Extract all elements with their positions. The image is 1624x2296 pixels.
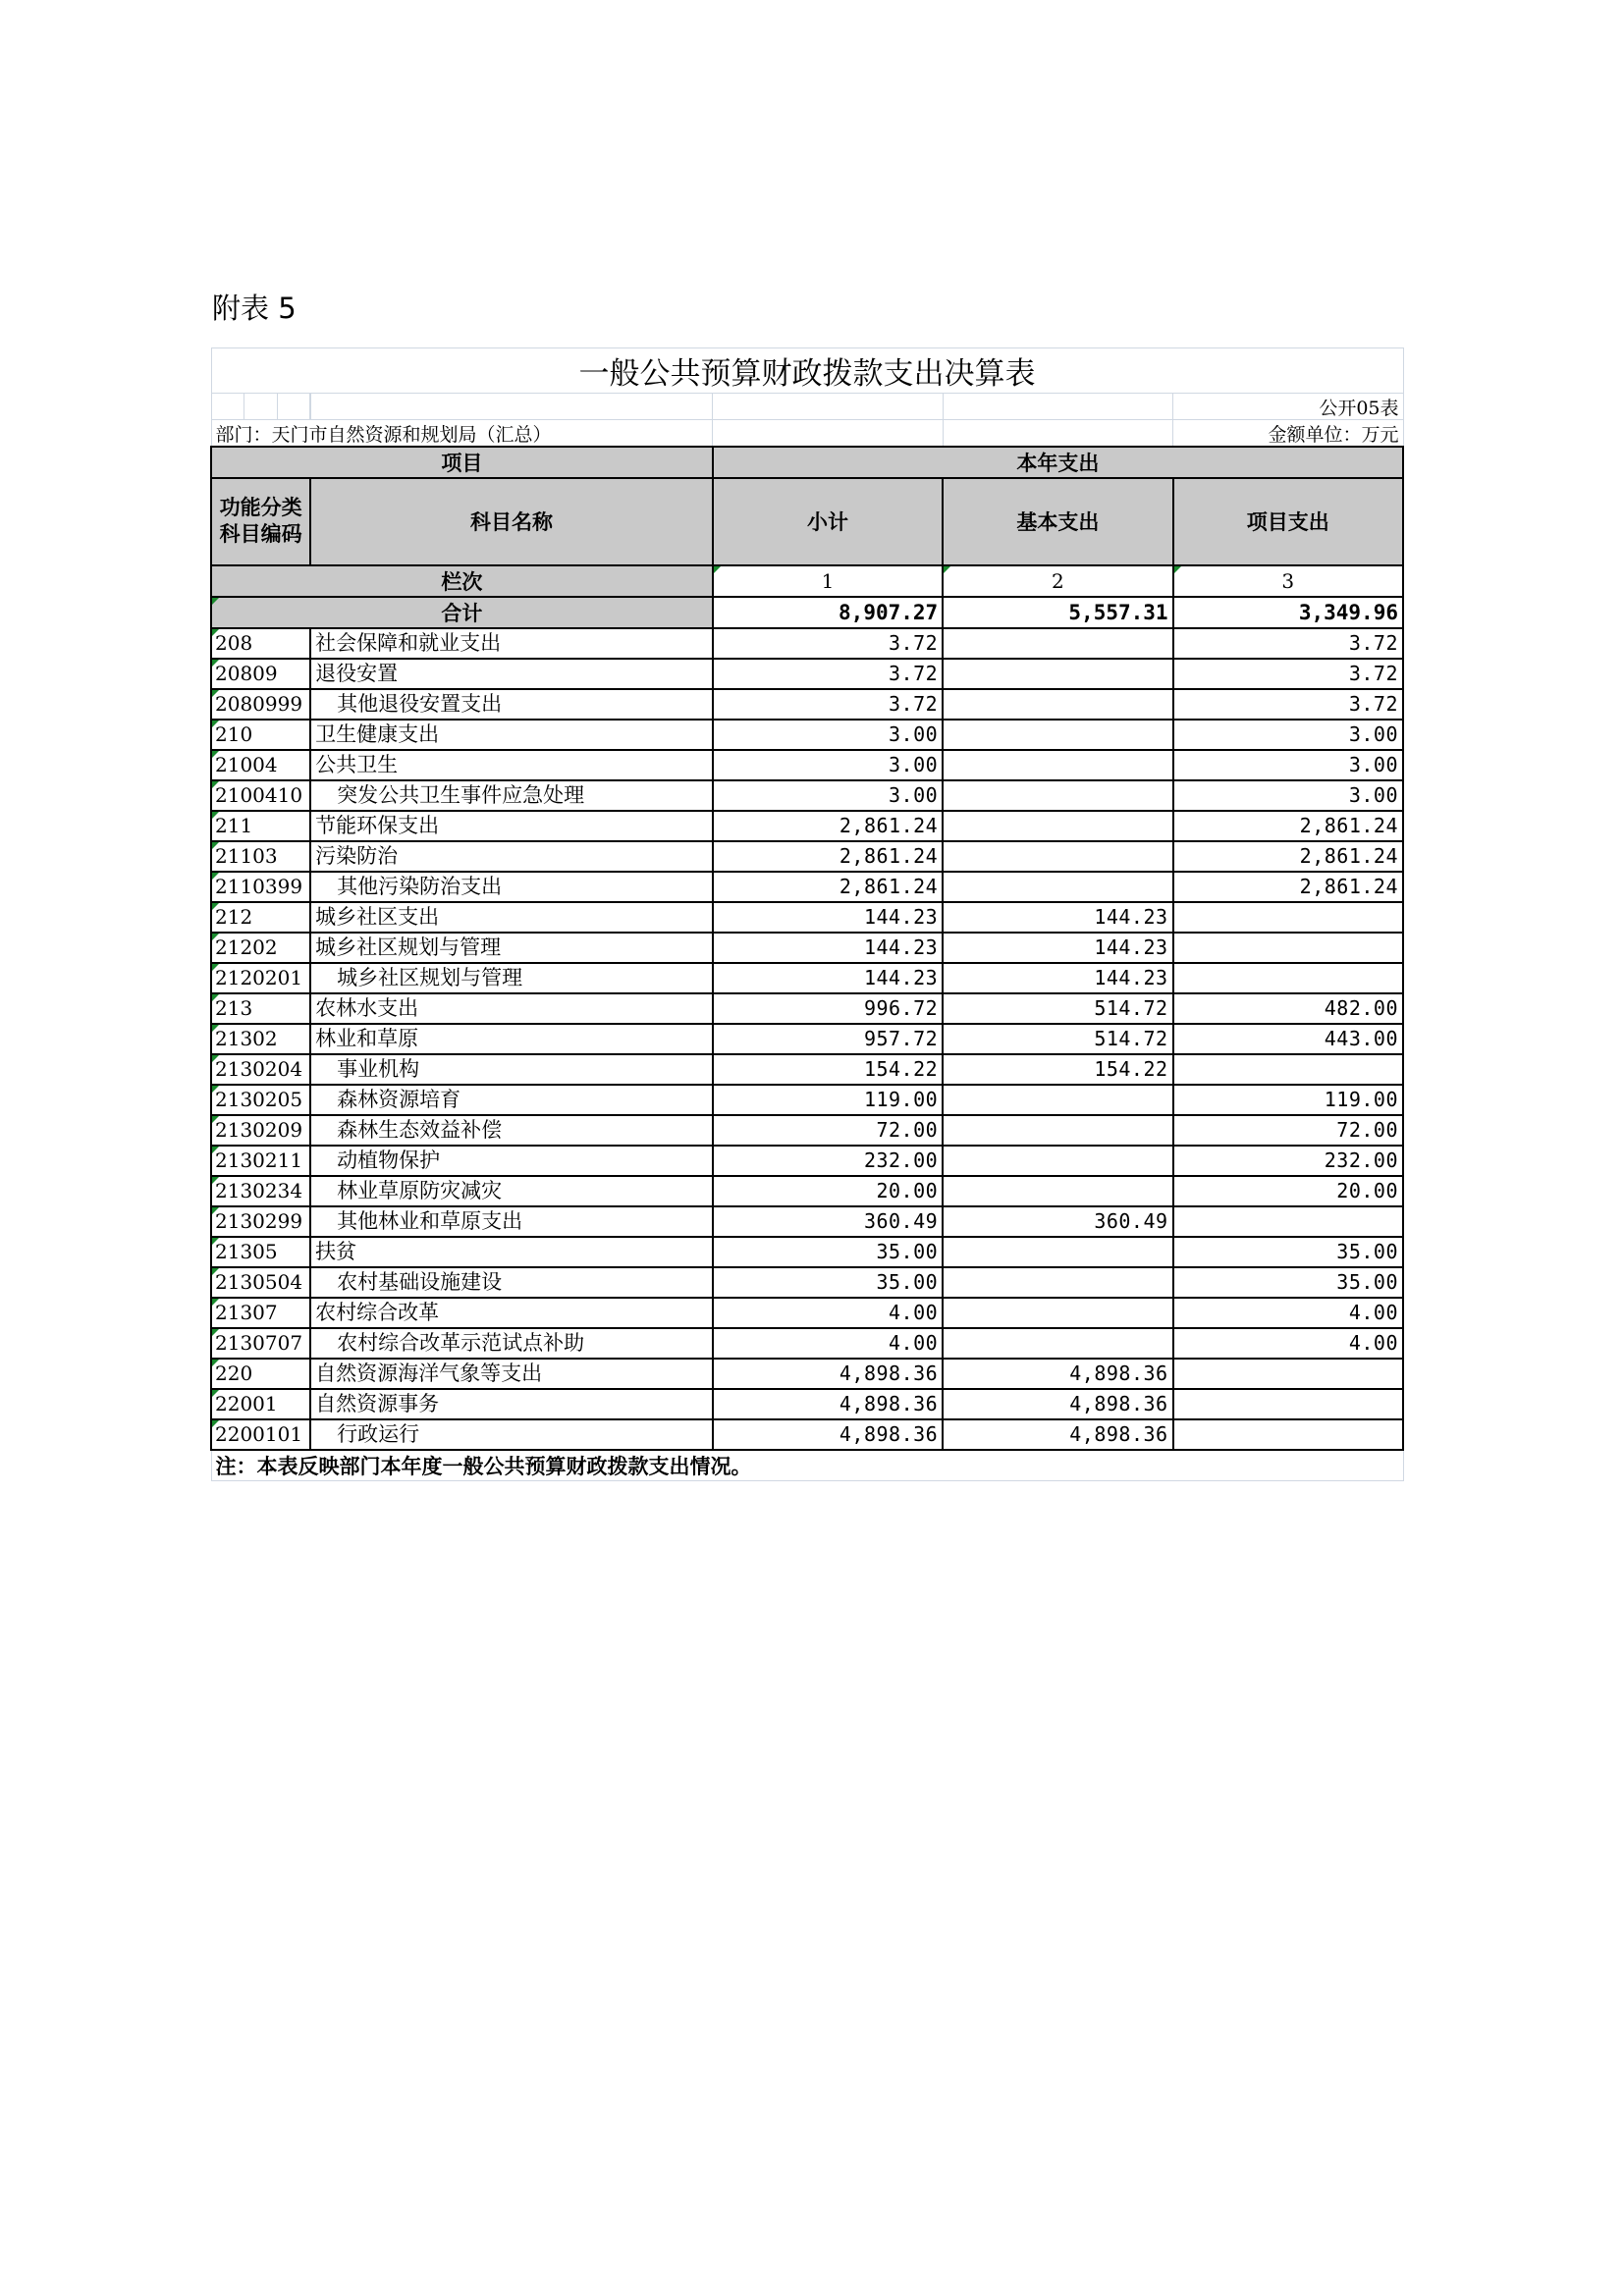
row-code: 210 bbox=[211, 720, 310, 750]
row-name: 污染防治 bbox=[310, 841, 713, 872]
row-name: 退役安置 bbox=[310, 659, 713, 689]
total-basic: 5,557.31 bbox=[943, 597, 1172, 628]
row-project bbox=[1173, 1206, 1403, 1237]
total-label: 合计 bbox=[211, 597, 713, 628]
table-row bbox=[211, 750, 1403, 780]
table-row bbox=[211, 993, 1403, 1024]
table-row bbox=[211, 1085, 1403, 1115]
row-code: 2130205 bbox=[211, 1085, 310, 1115]
row-subtotal: 996.72 bbox=[713, 993, 943, 1024]
table-row bbox=[211, 1328, 1403, 1359]
row-basic bbox=[943, 659, 1172, 689]
row-project: 232.00 bbox=[1173, 1146, 1403, 1176]
table-row bbox=[211, 933, 1403, 963]
row-project: 4.00 bbox=[1173, 1328, 1403, 1359]
row-subtotal: 119.00 bbox=[713, 1085, 943, 1115]
row-name: 农村基础设施建设 bbox=[310, 1267, 713, 1298]
table-row bbox=[211, 872, 1403, 902]
row-code: 21004 bbox=[211, 750, 310, 780]
row-basic bbox=[943, 750, 1172, 780]
row-basic: 144.23 bbox=[943, 963, 1172, 993]
row-project bbox=[1173, 902, 1403, 933]
row-name: 行政运行 bbox=[310, 1419, 713, 1450]
row-basic: 144.23 bbox=[943, 933, 1172, 963]
row-basic bbox=[943, 1146, 1172, 1176]
row-subtotal: 2,861.24 bbox=[713, 872, 943, 902]
blank-cell bbox=[713, 420, 943, 447]
row-subtotal: 4,898.36 bbox=[713, 1419, 943, 1450]
row-project: 3.00 bbox=[1173, 780, 1403, 811]
row-code: 2130211 bbox=[211, 1146, 310, 1176]
row-project: 20.00 bbox=[1173, 1176, 1403, 1206]
blank-cell bbox=[943, 394, 1172, 420]
total-subtotal: 8,907.27 bbox=[713, 597, 943, 628]
row-project: 3.00 bbox=[1173, 750, 1403, 780]
row-project: 72.00 bbox=[1173, 1115, 1403, 1146]
row-name: 农村综合改革 bbox=[310, 1298, 713, 1328]
row-name: 公共卫生 bbox=[310, 750, 713, 780]
table-row bbox=[211, 1146, 1403, 1176]
department-label: 部门：天门市自然资源和规划局（汇总） bbox=[211, 420, 713, 447]
row-basic bbox=[943, 872, 1172, 902]
row-basic bbox=[943, 780, 1172, 811]
row-subtotal: 3.72 bbox=[713, 689, 943, 720]
row-code: 21103 bbox=[211, 841, 310, 872]
row-project: 3.72 bbox=[1173, 659, 1403, 689]
row-name: 农村综合改革示范试点补助 bbox=[310, 1328, 713, 1359]
row-project: 35.00 bbox=[1173, 1237, 1403, 1267]
row-basic: 514.72 bbox=[943, 993, 1172, 1024]
row-name: 自然资源事务 bbox=[310, 1389, 713, 1419]
table-title: 一般公共预算财政拨款支出决算表 bbox=[211, 348, 1403, 394]
row-name: 扶贫 bbox=[310, 1237, 713, 1267]
row-project: 3.72 bbox=[1173, 689, 1403, 720]
row-code: 208 bbox=[211, 628, 310, 659]
row-basic: 144.23 bbox=[943, 902, 1172, 933]
row-project: 2,861.24 bbox=[1173, 872, 1403, 902]
row-subtotal: 3.72 bbox=[713, 659, 943, 689]
row-subtotal: 360.49 bbox=[713, 1206, 943, 1237]
row-basic bbox=[943, 841, 1172, 872]
row-code: 212 bbox=[211, 902, 310, 933]
row-basic: 4,898.36 bbox=[943, 1389, 1172, 1419]
row-project: 4.00 bbox=[1173, 1298, 1403, 1328]
table-row bbox=[211, 1419, 1403, 1450]
table-row bbox=[211, 811, 1403, 841]
row-basic bbox=[943, 1267, 1172, 1298]
blank-cell bbox=[713, 394, 943, 420]
row-name: 自然资源海洋气象等支出 bbox=[310, 1359, 713, 1389]
row-subtotal: 2,861.24 bbox=[713, 841, 943, 872]
row-name: 突发公共卫生事件应急处理 bbox=[310, 780, 713, 811]
column-number-1: 1 bbox=[713, 565, 943, 597]
row-basic: 154.22 bbox=[943, 1054, 1172, 1085]
row-name: 节能环保支出 bbox=[310, 811, 713, 841]
row-basic bbox=[943, 1085, 1172, 1115]
row-project: 443.00 bbox=[1173, 1024, 1403, 1054]
row-name: 林业和草原 bbox=[310, 1024, 713, 1054]
row-basic bbox=[943, 628, 1172, 659]
row-subtotal: 144.23 bbox=[713, 902, 943, 933]
row-code: 211 bbox=[211, 811, 310, 841]
row-project: 35.00 bbox=[1173, 1267, 1403, 1298]
row-project bbox=[1173, 1389, 1403, 1419]
row-subtotal: 4,898.36 bbox=[713, 1359, 943, 1389]
row-project bbox=[1173, 1419, 1403, 1450]
row-code: 2080999 bbox=[211, 689, 310, 720]
row-basic: 4,898.36 bbox=[943, 1419, 1172, 1450]
table-row bbox=[211, 1176, 1403, 1206]
table-row bbox=[211, 1359, 1403, 1389]
row-name: 森林生态效益补偿 bbox=[310, 1115, 713, 1146]
row-name: 其他污染防治支出 bbox=[310, 872, 713, 902]
row-subtotal: 4.00 bbox=[713, 1328, 943, 1359]
table-row bbox=[211, 1206, 1403, 1237]
header-basic: 基本支出 bbox=[943, 478, 1172, 565]
header-name: 科目名称 bbox=[310, 478, 713, 565]
row-project: 3.00 bbox=[1173, 720, 1403, 750]
expenditure-table bbox=[210, 347, 1404, 1481]
table-row bbox=[211, 659, 1403, 689]
header-current-year-expenditure: 本年支出 bbox=[713, 447, 1403, 478]
row-code: 220 bbox=[211, 1359, 310, 1389]
row-basic bbox=[943, 1237, 1172, 1267]
table-row bbox=[211, 1024, 1403, 1054]
blank-cell bbox=[943, 420, 1172, 447]
row-code: 2130234 bbox=[211, 1176, 310, 1206]
row-subtotal: 35.00 bbox=[713, 1267, 943, 1298]
row-code: 2100410 bbox=[211, 780, 310, 811]
row-subtotal: 2,861.24 bbox=[713, 811, 943, 841]
row-code: 21307 bbox=[211, 1298, 310, 1328]
row-subtotal: 3.00 bbox=[713, 750, 943, 780]
row-basic bbox=[943, 1176, 1172, 1206]
unit-label: 金额单位：万元 bbox=[1173, 420, 1403, 447]
row-code: 2200101 bbox=[211, 1419, 310, 1450]
row-project: 482.00 bbox=[1173, 993, 1403, 1024]
blank-cell bbox=[310, 394, 713, 420]
row-code: 2130707 bbox=[211, 1328, 310, 1359]
row-subtotal: 4.00 bbox=[713, 1298, 943, 1328]
header-project: 项目 bbox=[211, 447, 713, 478]
row-name: 城乡社区规划与管理 bbox=[310, 963, 713, 993]
row-name: 其他退役安置支出 bbox=[310, 689, 713, 720]
header-subtotal: 小计 bbox=[713, 478, 943, 565]
row-basic bbox=[943, 720, 1172, 750]
row-code: 21305 bbox=[211, 1237, 310, 1267]
table-row bbox=[211, 1054, 1403, 1085]
row-subtotal: 144.23 bbox=[713, 933, 943, 963]
row-basic bbox=[943, 1298, 1172, 1328]
attachment-label: 附表 5 bbox=[212, 292, 297, 325]
row-code: 21202 bbox=[211, 933, 310, 963]
row-subtotal: 232.00 bbox=[713, 1146, 943, 1176]
column-number-2: 2 bbox=[943, 565, 1172, 597]
row-subtotal: 3.00 bbox=[713, 720, 943, 750]
row-name: 农林水支出 bbox=[310, 993, 713, 1024]
row-project: 119.00 bbox=[1173, 1085, 1403, 1115]
row-subtotal: 957.72 bbox=[713, 1024, 943, 1054]
header-project-expenditure: 项目支出 bbox=[1173, 478, 1403, 565]
table-row bbox=[211, 1237, 1403, 1267]
row-subtotal: 3.00 bbox=[713, 780, 943, 811]
header-code: 功能分类科目编码 bbox=[211, 478, 310, 565]
table-row bbox=[211, 628, 1403, 659]
row-name: 林业草原防灾减灾 bbox=[310, 1176, 713, 1206]
blank-cell bbox=[211, 394, 310, 420]
row-name: 城乡社区规划与管理 bbox=[310, 933, 713, 963]
row-project bbox=[1173, 1359, 1403, 1389]
row-subtotal: 35.00 bbox=[713, 1237, 943, 1267]
row-code: 20809 bbox=[211, 659, 310, 689]
table-row bbox=[211, 1267, 1403, 1298]
row-basic bbox=[943, 689, 1172, 720]
column-number-3: 3 bbox=[1173, 565, 1403, 597]
row-project: 3.72 bbox=[1173, 628, 1403, 659]
row-code: 213 bbox=[211, 993, 310, 1024]
row-name: 其他林业和草原支出 bbox=[310, 1206, 713, 1237]
row-subtotal: 4,898.36 bbox=[713, 1389, 943, 1419]
row-subtotal: 154.22 bbox=[713, 1054, 943, 1085]
row-basic: 360.49 bbox=[943, 1206, 1172, 1237]
row-name: 动植物保护 bbox=[310, 1146, 713, 1176]
row-name: 社会保障和就业支出 bbox=[310, 628, 713, 659]
row-code: 2130504 bbox=[211, 1267, 310, 1298]
row-project bbox=[1173, 1054, 1403, 1085]
table-note: 注：本表反映部门本年度一般公共预算财政拨款支出情况。 bbox=[211, 1450, 1403, 1481]
row-name: 事业机构 bbox=[310, 1054, 713, 1085]
row-code: 2130299 bbox=[211, 1206, 310, 1237]
table-row bbox=[211, 1115, 1403, 1146]
row-code: 22001 bbox=[211, 1389, 310, 1419]
table-row bbox=[211, 720, 1403, 750]
row-code: 2120201 bbox=[211, 963, 310, 993]
table-row bbox=[211, 1389, 1403, 1419]
column-number-label: 栏次 bbox=[211, 565, 713, 597]
row-name: 森林资源培育 bbox=[310, 1085, 713, 1115]
table-row bbox=[211, 1298, 1403, 1328]
row-project bbox=[1173, 963, 1403, 993]
row-project: 2,861.24 bbox=[1173, 841, 1403, 872]
table-row bbox=[211, 689, 1403, 720]
table-row bbox=[211, 780, 1403, 811]
table-row bbox=[211, 841, 1403, 872]
table-row bbox=[211, 963, 1403, 993]
expenditure-table-sheet bbox=[210, 347, 1404, 1481]
row-subtotal: 20.00 bbox=[713, 1176, 943, 1206]
row-subtotal: 3.72 bbox=[713, 628, 943, 659]
row-basic: 514.72 bbox=[943, 1024, 1172, 1054]
form-code: 公开05表 bbox=[1173, 394, 1403, 420]
row-code: 2130204 bbox=[211, 1054, 310, 1085]
row-basic: 4,898.36 bbox=[943, 1359, 1172, 1389]
row-subtotal: 144.23 bbox=[713, 963, 943, 993]
table-row bbox=[211, 902, 1403, 933]
row-name: 卫生健康支出 bbox=[310, 720, 713, 750]
row-basic bbox=[943, 1328, 1172, 1359]
row-subtotal: 72.00 bbox=[713, 1115, 943, 1146]
row-basic bbox=[943, 1115, 1172, 1146]
row-code: 2130209 bbox=[211, 1115, 310, 1146]
row-code: 21302 bbox=[211, 1024, 310, 1054]
row-basic bbox=[943, 811, 1172, 841]
row-code: 2110399 bbox=[211, 872, 310, 902]
row-project bbox=[1173, 933, 1403, 963]
total-project: 3,349.96 bbox=[1173, 597, 1403, 628]
row-project: 2,861.24 bbox=[1173, 811, 1403, 841]
row-name: 城乡社区支出 bbox=[310, 902, 713, 933]
